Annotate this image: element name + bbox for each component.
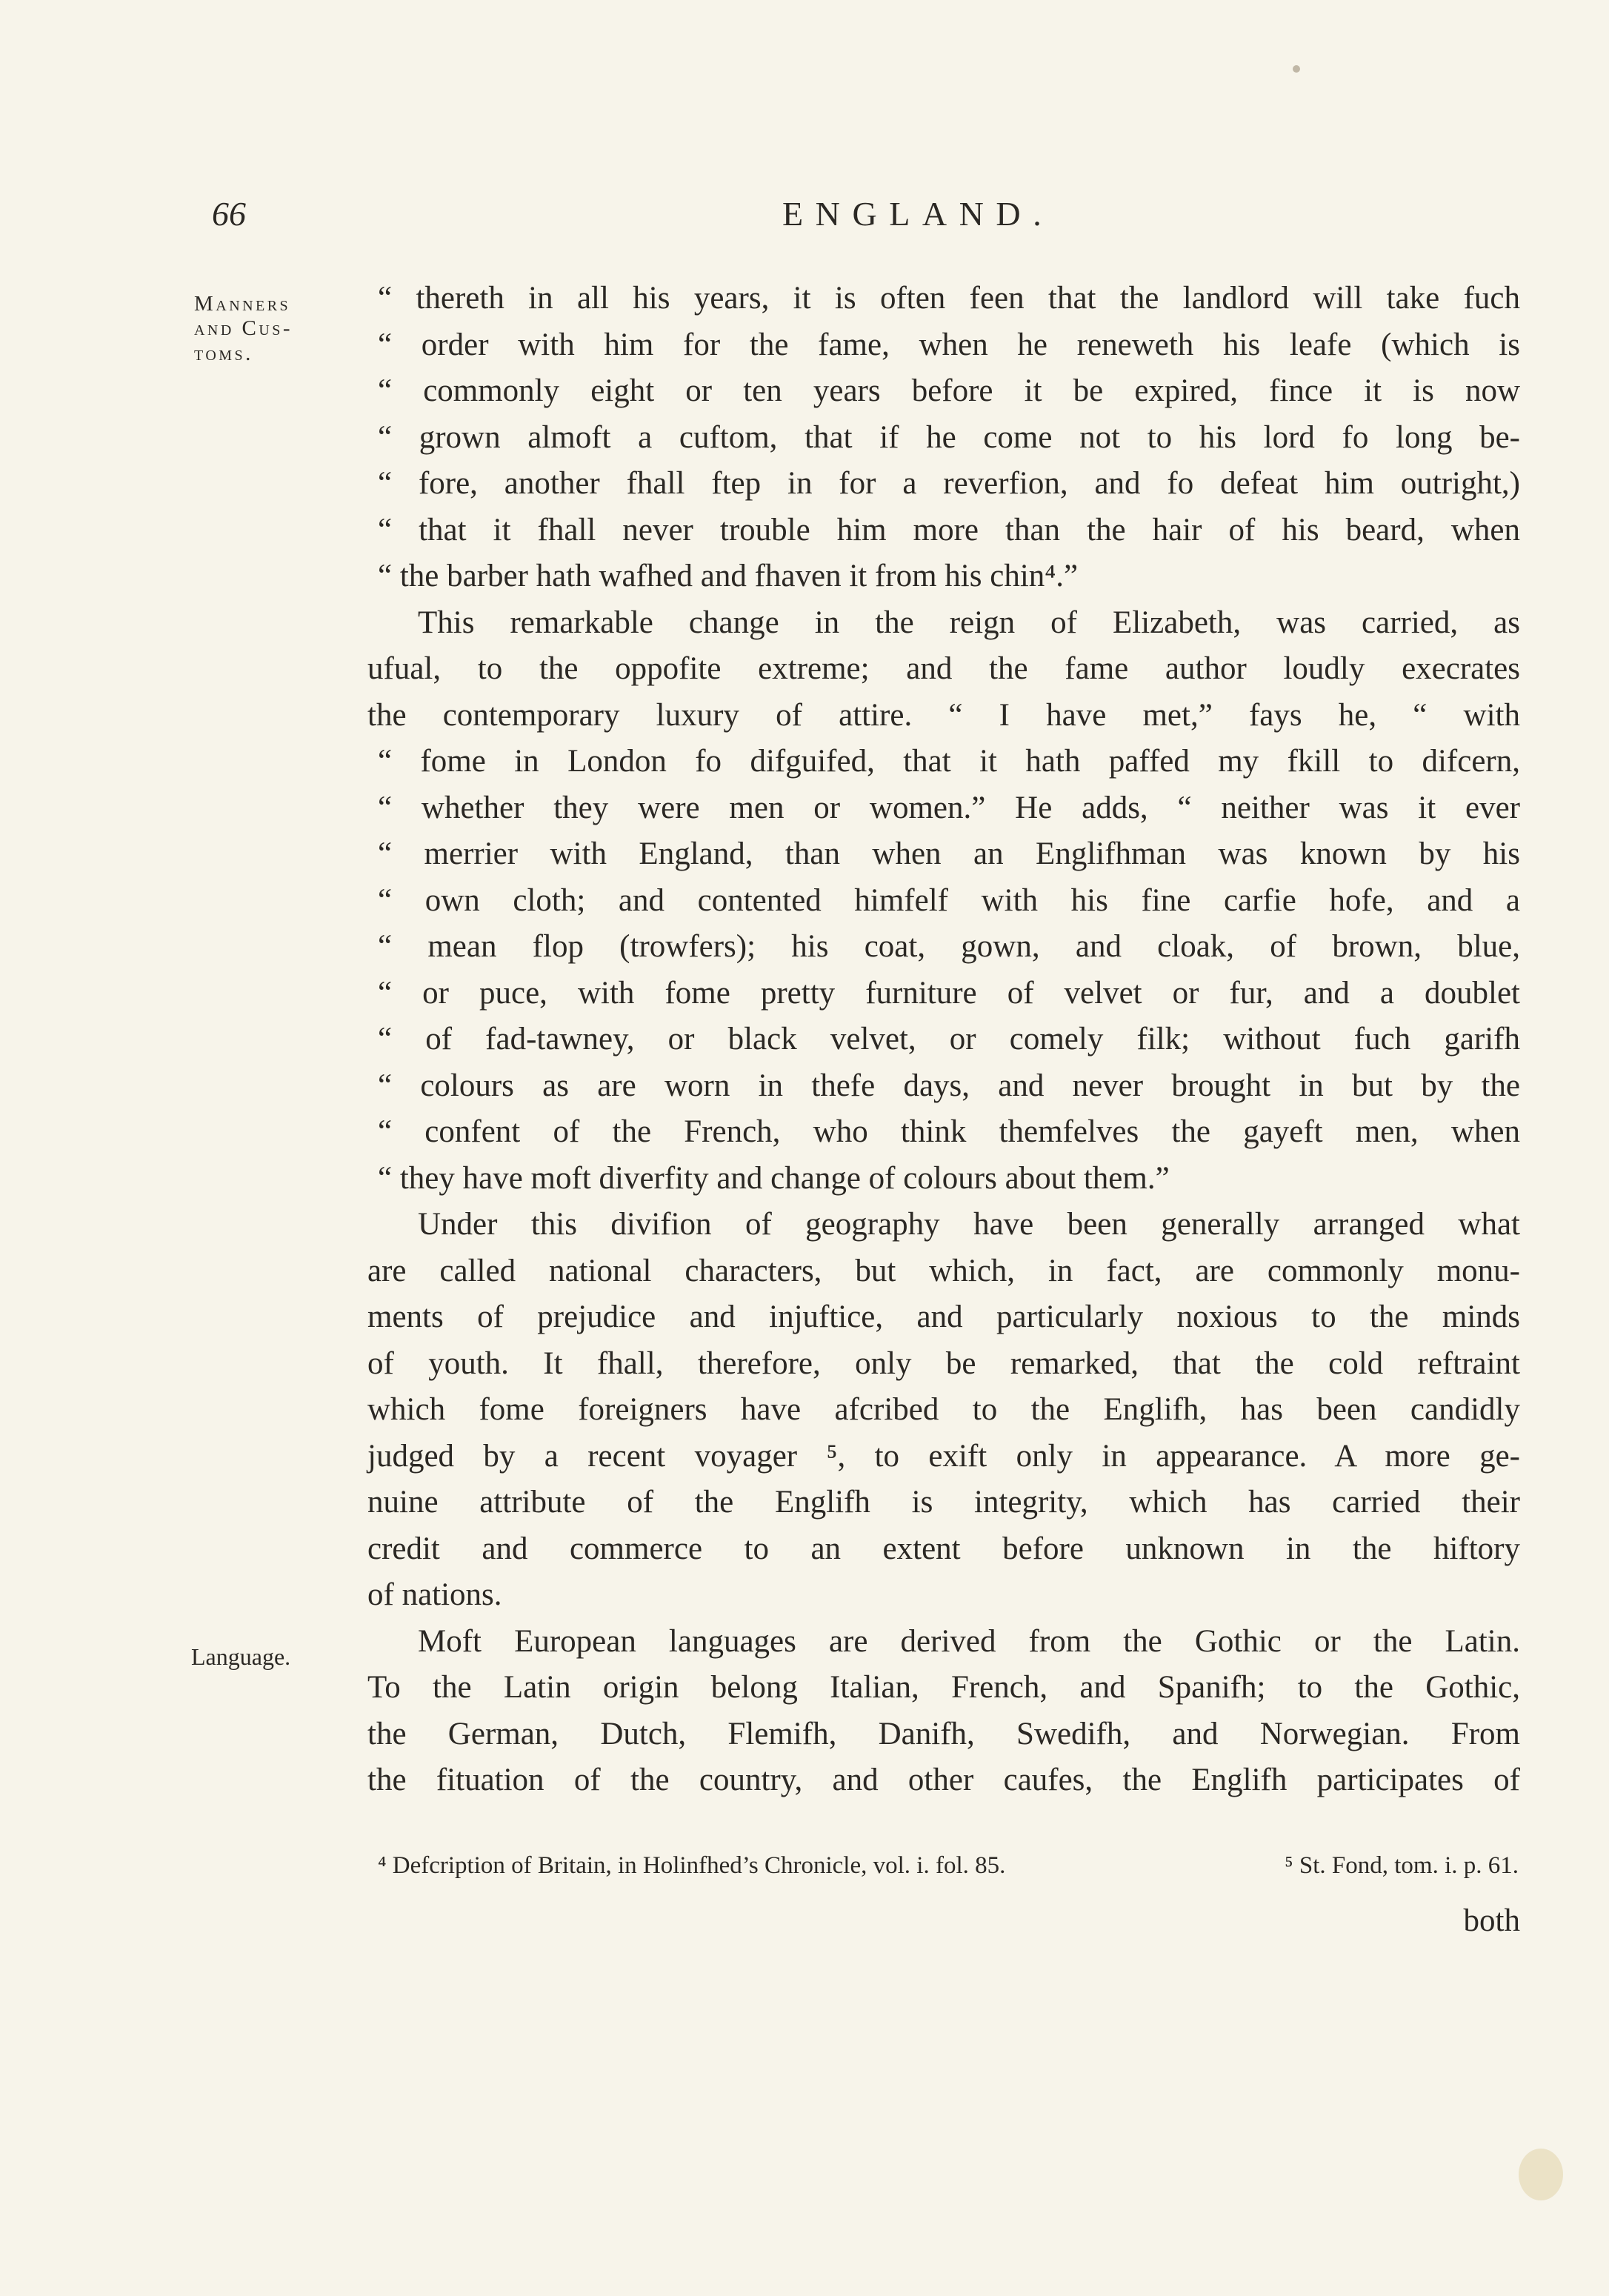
text-line: the contemporary luxury of attire. “ I have met,” fays he, “ with <box>367 697 1520 733</box>
text-line: “ merrier with England, than when an Englifhman was known by his <box>378 836 1520 871</box>
text-line: “ or puce, with fome pretty furniture of velvet or fur, and a doublet <box>378 975 1520 1011</box>
sidenote-line: toms. <box>194 341 253 365</box>
text-line: “ fore, another fhall ftep in for a reverfion, and fo defeat him outright,) <box>378 466 1520 501</box>
text-line: “ colours as are worn in thefe days, and never brought in but by the <box>378 1068 1520 1103</box>
paper-stain <box>1519 2149 1563 2200</box>
text-line: “ mean flop (trowfers); his coat, gown, and cloak, of brown, blue, <box>378 929 1520 964</box>
text-line: “ fome in London fo difguifed, that it hath paffed my fkill to difcern, <box>378 744 1520 779</box>
ink-speck <box>1293 65 1300 73</box>
text-line: “ grown almoft a cuftom, that if he come not to his lord fo long be- <box>378 419 1520 455</box>
sidenote-line: and Cus- <box>194 316 293 341</box>
footnote-5: ⁵ St. Fond, tom. i. p. 61. <box>1285 1852 1519 1879</box>
text-line: “ confent of the French, who think themfelves the gayeft men, when <box>378 1114 1520 1149</box>
sidenote-line: Manners <box>194 292 291 316</box>
running-head: ENGLAND. <box>782 195 1054 233</box>
body-text <box>367 276 1520 1804</box>
text-line: which fome foreigners have afcribed to the Englifh, has been candidly <box>367 1392 1520 1427</box>
text-line: To the Latin origin belong Italian, French, and Spanifh; to the Gothic, <box>367 1670 1520 1705</box>
sidenote-manners-and-customs <box>194 292 339 366</box>
text-line: nuine attribute of the Englifh is integrity, which has carried their <box>367 1485 1520 1520</box>
catchword: both <box>1463 1903 1520 1938</box>
text-line: This remarkable change in the reign of Elizabeth, was carried, as <box>418 605 1520 640</box>
text-line: are called national characters, but which, in fact, are commonly monu- <box>367 1253 1520 1288</box>
text-line: of youth. It fhall, therefore, only be remarked, that the cold reftraint <box>367 1345 1520 1381</box>
text-line: “ they have moft diverfity and change of colours about them.” <box>378 1160 1170 1196</box>
text-line: “ thereth in all his years, it is often feen that the landlord will take fuch <box>378 281 1520 316</box>
footnotes <box>367 1852 1520 1897</box>
text-line: Moft European languages are derived from the Gothic or the Latin. <box>418 1623 1520 1659</box>
text-line: of nations. <box>367 1577 502 1612</box>
text-line: judged by a recent voyager ⁵, to exift only in appearance. A more ge- <box>367 1438 1520 1474</box>
text-line: “ order with him for the fame, when he reneweth his leafe (which is <box>378 327 1520 362</box>
footnote-4: ⁴ Defcription of Britain, in Holinfhed’s Chronicle, vol. i. fol. 85. <box>378 1852 1006 1879</box>
page-number: 66 <box>212 195 246 233</box>
text-line: credit and commerce to an extent before unknown in the hiftory <box>367 1531 1520 1566</box>
text-line: ments of prejudice and injuftice, and particularly noxious to the minds <box>367 1300 1520 1334</box>
text-line: “ commonly eight or ten years before it be expired, fince it is now <box>378 373 1520 408</box>
text-line: Under this divifion of geography have been generally arranged what <box>418 1207 1520 1242</box>
text-line: ufual, to the oppofite extreme; and the fame author loudly execrates <box>367 651 1520 686</box>
text-line: the fituation of the country, and other caufes, the Englifh participates of <box>367 1763 1520 1797</box>
text-line: “ that it fhall never trouble him more than the hair of his beard, when <box>378 512 1520 548</box>
text-line: the German, Dutch, Flemifh, Danifh, Swedifh, and Norwegian. From <box>367 1716 1520 1751</box>
text-line: “ of fad-tawney, or black velvet, or comely filk; without fuch garifh <box>378 1022 1520 1057</box>
page-header <box>0 194 1609 246</box>
sidenote-language: Language. <box>191 1643 291 1670</box>
text-line: “ own cloth; and contented himfelf with his fine carfie hofe, and a <box>378 882 1520 918</box>
text-line: “ whether they were men or women.” He adds, “ neither was it ever <box>378 790 1520 825</box>
text-line: “ the barber hath wafhed and fhaven it from his chin⁴.” <box>378 559 1079 593</box>
